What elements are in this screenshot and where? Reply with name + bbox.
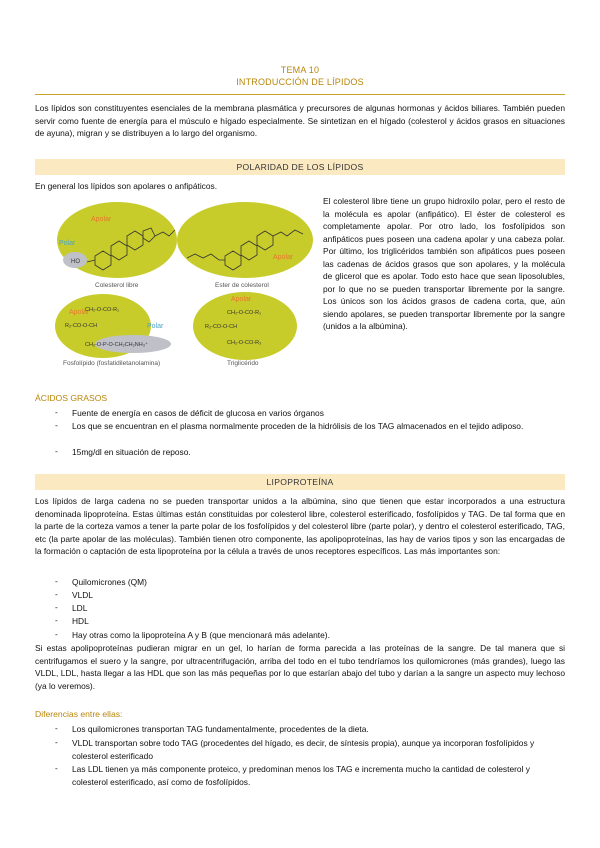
bullet-dash: -: [55, 602, 58, 612]
bullet-dash: -: [55, 420, 58, 430]
lipoproteina-item: Quilomicrones (QM): [72, 577, 147, 587]
lipoproteina-item: Hay otras como la lipoproteína A y B (que mencionará más adelante).: [72, 630, 330, 640]
fosfo-line-2: R₂-CO-O-CH: [65, 323, 98, 329]
bullet-dash: -: [55, 763, 58, 773]
tema-label: TEMA 10: [280, 65, 320, 75]
bullet-dash: -: [55, 576, 58, 586]
tri-line-3: CH₂-O-CO-R₃: [227, 340, 262, 346]
apolar-label-2: Apolar: [273, 254, 294, 261]
diferencias-heading: Diferencias entre ellas:: [35, 709, 123, 719]
caption-colesterol-libre: Colesterol libre: [95, 282, 139, 289]
caption-ester-colesterol: Ester de colesterol: [215, 282, 269, 289]
tri-line-1: CH₂-O-CO-R₁: [227, 310, 261, 316]
ho-label: HO: [71, 259, 80, 265]
bullet-dash: -: [55, 723, 58, 733]
lipid-structures-figure: [55, 198, 315, 368]
apolar-label-1: Apolar: [91, 216, 112, 223]
bullet-dash: -: [55, 589, 58, 599]
polaridad-paragraph: El colesterol libre tiene un grupo hidroxilo polar, pero el resto de la molécula es apolar (anfipático). El éster de colesterol es completamente apolar. Por otro lado, los fosfolípidos son anfipáticos pues poseen una cadena apolar y una cabeza polar. Por último, los triglicéridos también son afipáticos pues poseen las cadenas de ácidos grasos que son apolares, y la molécula de glicerol que es apolar. Todo esto hace que sean liposolubles, por lo que no se pueden transportar libremente por la sangre. Los únicos son los ácidos grasos de cadena corta, que, aún siendo apolares, se pueden transportar libremente por la sangre (unidos a la albúmina).: [323, 196, 565, 331]
polar-label-1: Polar: [59, 240, 76, 247]
fosfo-line-1: CH₂-O-CO-R₁: [85, 307, 119, 313]
caption-trigliceridos: Triglicérido: [227, 360, 259, 367]
tri-line-2: R₂-CO-O-CH: [205, 324, 238, 330]
bullet-dash: -: [55, 629, 58, 639]
bullet-dash: -: [55, 615, 58, 625]
caption-fosfolipido: Fosfolípido (fosfatidiletanolamina): [63, 360, 161, 367]
acidos-grasos-heading: ÁCIDOS GRASOS: [35, 393, 108, 403]
lipoproteina-item: HDL: [72, 616, 89, 626]
section-band-polaridad: POLARIDAD DE LOS LÍPIDOS: [35, 159, 565, 175]
polar-label-2: Polar: [147, 323, 164, 330]
lipoproteina-paragraph: Los lípidos de larga cadena no se pueden transportar unidos a la albúmina, sino que tienen que estar incorporados a una estructura denominada lipoproteína. Estas últimas están constituidas por colesterol libre, colesterol esterificado, fosfolípidos y TAG. De tal forma que en la parte de la corteza vamos a tener la parte polar de los fosfolípidos y del colesterol libre (parte polar), y dentro el colesterol esterificado, TAG, etc (la parte apolar de las moléculas). También tienen otro componente, las apolipoproteínas, las hay de varios tipos y son las encargadas de la formación o captación de esta lipoproteína por la célula a través de unos receptores específicos. Las más importantes son:: [35, 496, 565, 556]
bullet-dash: -: [55, 737, 58, 747]
ultracentrifugacion-paragraph: Si estas apolipoproteínas pudieran migrar en un gel, lo harían de forma parecida a las proteínas de la sangre. De tal manera que si centrifugamos el suero y la sangre, por ultracentrifugación, arriba del todo en el tubo tendríamos los quilomicrones (más grandes), luego las VLDL, LDL, hasta llegar a las HDL que son las más pequeñas por lo que estarían abajo del tubo y darían a la sangre un aspecto muy lechoso (ya lo veremos).: [35, 643, 565, 691]
fosfo-line-3: CH₂-O-P-O-CH₂CH₂NH₃⁺: [85, 342, 148, 348]
title-rule: [35, 94, 565, 95]
section-band-lipoproteina: LIPOPROTEÍNA: [35, 474, 565, 490]
polaridad-lead: En general los lípidos son apolares o anfipáticos.: [35, 181, 218, 191]
acidos-item: 15mg/dl en situación de reposo.: [72, 447, 191, 457]
lipoproteina-item: LDL: [72, 603, 88, 613]
diferencias-item: VLDL transportan sobre todo TAG (procedentes del hígado, es decir, de síntesis propia), aunque ya incorporan fosfolípidos y colesterol esterificado: [72, 738, 535, 761]
bullet-dash: -: [55, 446, 58, 456]
acidos-item: Los que se encuentran en el plasma normalmente proceden de la hidrólisis de los TAG almacenados en el tejido adiposo.: [72, 421, 524, 431]
apolar-label-4: Apolar: [231, 296, 252, 303]
bullet-dash: -: [55, 407, 58, 417]
acidos-item: Fuente de energía en casos de déficit de glucosa en varios órganos: [72, 408, 324, 418]
ester-colesterol-blob: [177, 202, 313, 278]
intro-paragraph: Los lípidos son constituyentes esenciales de la membrana plasmática y precursores de algunas hormonas y ácidos biliares. También pueden servir como fuente de energía para el músculo e hígado especialmente. Se sintetizan en el hígado (colesterol y ácidos grasos en situaciones de ayuna), migran y se distribuyen a lo largo del organismo.: [35, 103, 565, 138]
diferencias-item: Las LDL tienen ya más componente proteico, y predominan menos los TAG e incrementa mucho la cantidad de colesterol y colesterol esterificado, así como de fosfolípidos.: [72, 764, 530, 787]
diferencias-item: Los quilomicrones transportan TAG fundamentalmente, procedentes de la dieta.: [72, 724, 369, 734]
page-title: INTRODUCCIÓN DE LÍPIDOS: [236, 77, 364, 87]
lipoproteina-item: VLDL: [72, 590, 93, 600]
apolar-label-3: Apolar: [69, 309, 90, 316]
